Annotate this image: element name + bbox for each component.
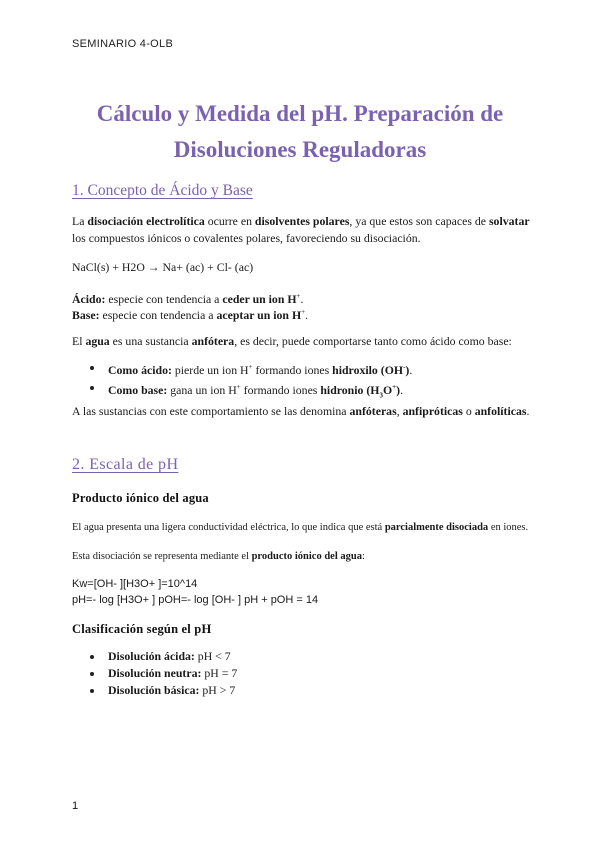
water-amphoteric-paragraph: El agua es una sustancia anfótera, es decir, puede comportarse tanto como ácido como base: (72, 334, 512, 348)
ionic-product-formula: Kw=[OH- ][H3O+ ]=10^14 (72, 578, 198, 590)
title-line-2: Disoluciones Reguladoras (173, 137, 427, 162)
list-item: Como base: gana un ion H+ formando iones hidronio $(H_3O^+)$. (72, 379, 532, 404)
amphiprotic-paragraph: A las sustancias con este comportamiento se las denomina anfóteras, anfipróticas o anfolíticas. (72, 404, 530, 418)
title-line-1: Cálculo y Medida del pH. Preparación de (96, 101, 504, 126)
dissociation-equation: NaCl(s) + H2O → Na+ (ac) + Cl- (ac) (72, 260, 254, 274)
ionic-product-paragraph: Esta disociación se representa mediante el producto iónico del agua: (72, 551, 365, 562)
list-item: Disolución básica: pH > 7 (72, 682, 532, 699)
conductivity-paragraph: El agua presenta una ligera conductividad eléctrica, lo que indica que está parcialmente disociada en iones. (72, 522, 529, 533)
list-item: Disolución neutra: pH = 7 (72, 665, 532, 682)
page-number: 1 (72, 800, 79, 812)
section-2-heading: 2. Escala de pH (72, 456, 179, 473)
acid-definition: Ácido: especie con tendencia a ceder un ion H+. (72, 291, 304, 306)
dissociation-paragraph: La disociación electrolítica ocurre en disolventes polares, ya que estos son capaces de solvatar los compuestos iónicos o covalentes polares, favoreciendo su disociación. (72, 214, 530, 245)
water-behaviour-list (72, 359, 532, 404)
ph-classification-list (72, 648, 532, 699)
list-item: Como ácido: pierde un ion H+ formando iones hidroxilo (OH-). (72, 359, 532, 379)
section-1-heading: 1. Concepto de Ácido y Base (72, 182, 253, 199)
page-header: SEMINARIO 4-OLB (72, 38, 174, 50)
ph-formula: pH=- log [H3O+ ] pOH=- log [OH- ] pH + pOH = 14 (72, 594, 319, 606)
base-definition: Base: especie con tendencia a aceptar un ion H+. (72, 307, 309, 322)
ph-classification-subheading: Clasificación según el pH (72, 622, 212, 636)
list-item: Disolución ácida: pH < 7 (72, 648, 532, 665)
ionic-product-subheading: Producto iónico del agua (72, 491, 209, 505)
document-title (60, 96, 540, 168)
